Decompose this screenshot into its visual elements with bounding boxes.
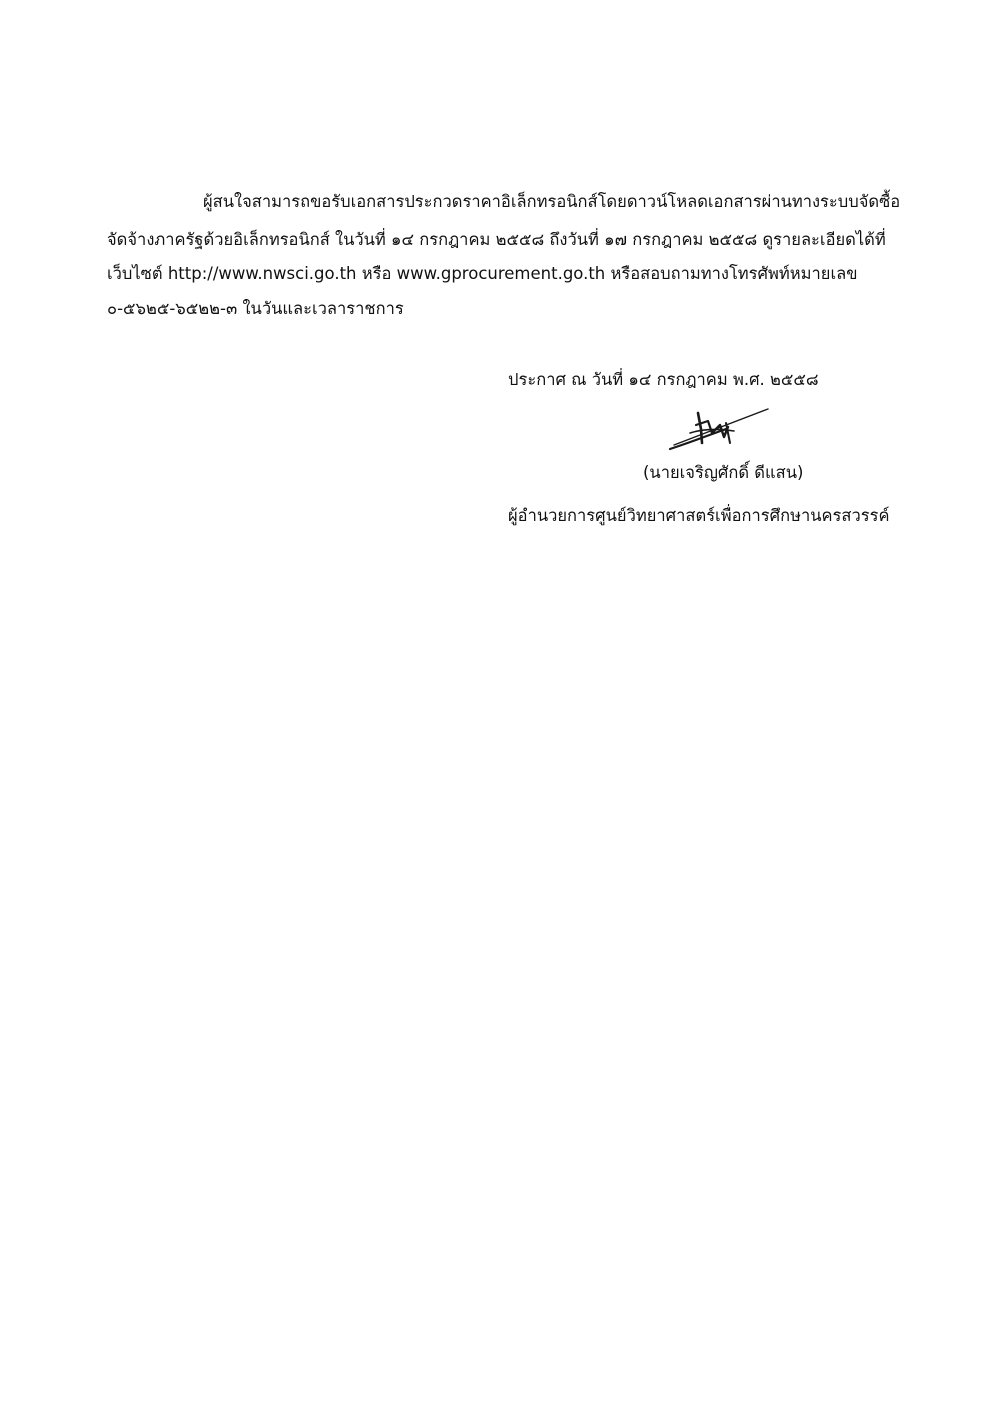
- body-line-1: ผู้สนใจสามารถขอรับเอกสารประกวดราคาอิเล็กทรอนิกส์โดยดาวน์โหลดเอกสารผ่านทางระบบจัดซื้อ: [203, 192, 901, 211]
- signature-icon: [668, 403, 772, 453]
- body-line-3: เว็บไซต์ http://www.nwsci.go.th หรือ www.gprocurement.go.th หรือสอบถามทางโทรศัพท์หมายเลข: [107, 264, 858, 283]
- signer-name: (นายเจริญศักดิ์ ดีแสน): [643, 463, 804, 482]
- announcement-date: ประกาศ ณ วันที่ ๑๔ กรกฎาคม พ.ศ. ๒๕๕๘: [508, 370, 819, 389]
- signer-title: ผู้อำนวยการศูนย์วิทยาศาสตร์เพื่อการศึกษานครสวรรค์: [508, 506, 890, 525]
- body-line-2: จัดจ้างภาครัฐด้วยอิเล็กทรอนิกส์ ในวันที่ ๑๔ กรกฎาคม ๒๕๕๘ ถึงวันที่ ๑๗ กรกฎาคม ๒๕๕๘ ดูรายละเอียดได้ที่: [107, 230, 886, 249]
- body-line-4: ๐-๕๖๒๕-๖๕๒๒-๓ ในวันและเวลาราชการ: [107, 299, 404, 318]
